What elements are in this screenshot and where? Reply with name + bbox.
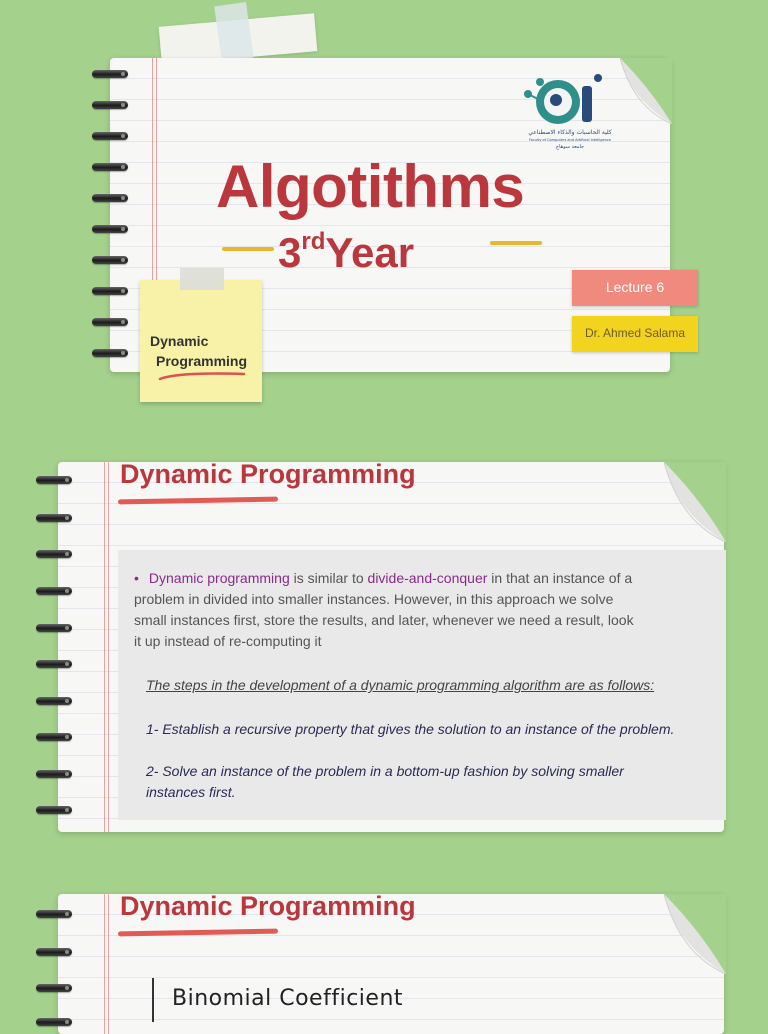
page-margin-line (108, 462, 109, 832)
spiral-ring (36, 770, 72, 778)
bullet-paragraph (134, 568, 634, 652)
spiral-ring (92, 132, 128, 140)
page-margin-line (108, 894, 109, 1034)
step-item: 1- Establish a recursive property that gives the solution to an instance of the problem. (146, 721, 675, 737)
sticky-note-tape (180, 268, 224, 290)
spiral-ring (92, 349, 128, 357)
spiral-ring (36, 514, 72, 522)
steps-intro: The steps in the development of a dynamic programming algorithm are as follows: (146, 677, 655, 693)
instructor-badge: Dr. Ahmed Salama (572, 316, 698, 352)
page-margin-line (104, 894, 105, 1034)
spiral-ring (92, 70, 128, 78)
year-label (278, 228, 414, 277)
spiral-ring (36, 550, 72, 558)
svg-text:جامعة سوهاج: جامعة سوهاج (555, 144, 585, 150)
bullet-icon: • (134, 570, 139, 586)
spiral-ring (92, 101, 128, 109)
svg-text:كلية الحاسبات والذكاء الاصطناع: كلية الحاسبات والذكاء الاصطناعي (528, 129, 612, 136)
spiral-ring (92, 287, 128, 295)
spiral-ring (92, 194, 128, 202)
spiral-ring (92, 163, 128, 171)
sticky-note-text (150, 331, 260, 371)
sticky-note-line: Programming (156, 353, 248, 369)
spiral-ring (36, 910, 72, 918)
slide-subtitle: Binomial Coefficient (172, 986, 404, 1011)
slide-title: Dynamic Programming (120, 459, 416, 489)
spiral-ring (36, 948, 72, 956)
sticky-note-line: Dynamic (150, 333, 209, 349)
page-curl-icon (664, 462, 726, 542)
step-item: 2- Solve an instance of the problem in a bottom-up fashion by solving smaller instances first. (146, 763, 624, 800)
bullet-text: in that an instance of a problem in divided into smaller instances. However, in this approach we solve small instances first, store the results, and later, whenever we need a result, look it up instead of re-computing it (134, 570, 634, 649)
year-number: 3 (278, 229, 302, 276)
title-dash-left (222, 247, 274, 251)
spiral-ring (36, 806, 72, 814)
spiral-ring (36, 733, 72, 741)
course-title: Algotithms (216, 153, 525, 220)
title-dash-right (490, 241, 542, 245)
svg-text:Faculty of Computers and Artif: Faculty of Computers and Artificial Intelligence (529, 138, 611, 142)
spiral-ring (36, 660, 72, 668)
page-margin-line (104, 462, 105, 832)
page-curl-icon (664, 894, 726, 974)
sticky-underline-swoosh (158, 370, 246, 382)
highlight-term: Dynamic programming (148, 570, 290, 586)
faculty-logo-icon (510, 72, 630, 152)
spiral-ring (36, 697, 72, 705)
year-word: Year (325, 229, 415, 276)
slide-title: Dynamic Programming (120, 891, 416, 921)
spiral-ring (92, 225, 128, 233)
spiral-ring (36, 624, 72, 632)
bullet-text: is similar to (289, 570, 368, 586)
spiral-ring (92, 318, 128, 326)
decorative-tape-strip (214, 2, 253, 62)
spiral-ring (36, 984, 72, 992)
spiral-ring (36, 476, 72, 484)
spiral-ring (92, 256, 128, 264)
lecture-badge: Lecture 6 (572, 270, 698, 306)
spiral-ring (36, 1018, 72, 1026)
subtitle-bar (152, 978, 154, 1022)
year-suffix: rd (301, 228, 326, 255)
highlight-term: divide-and-conquer (367, 570, 488, 586)
spiral-ring (36, 587, 72, 595)
